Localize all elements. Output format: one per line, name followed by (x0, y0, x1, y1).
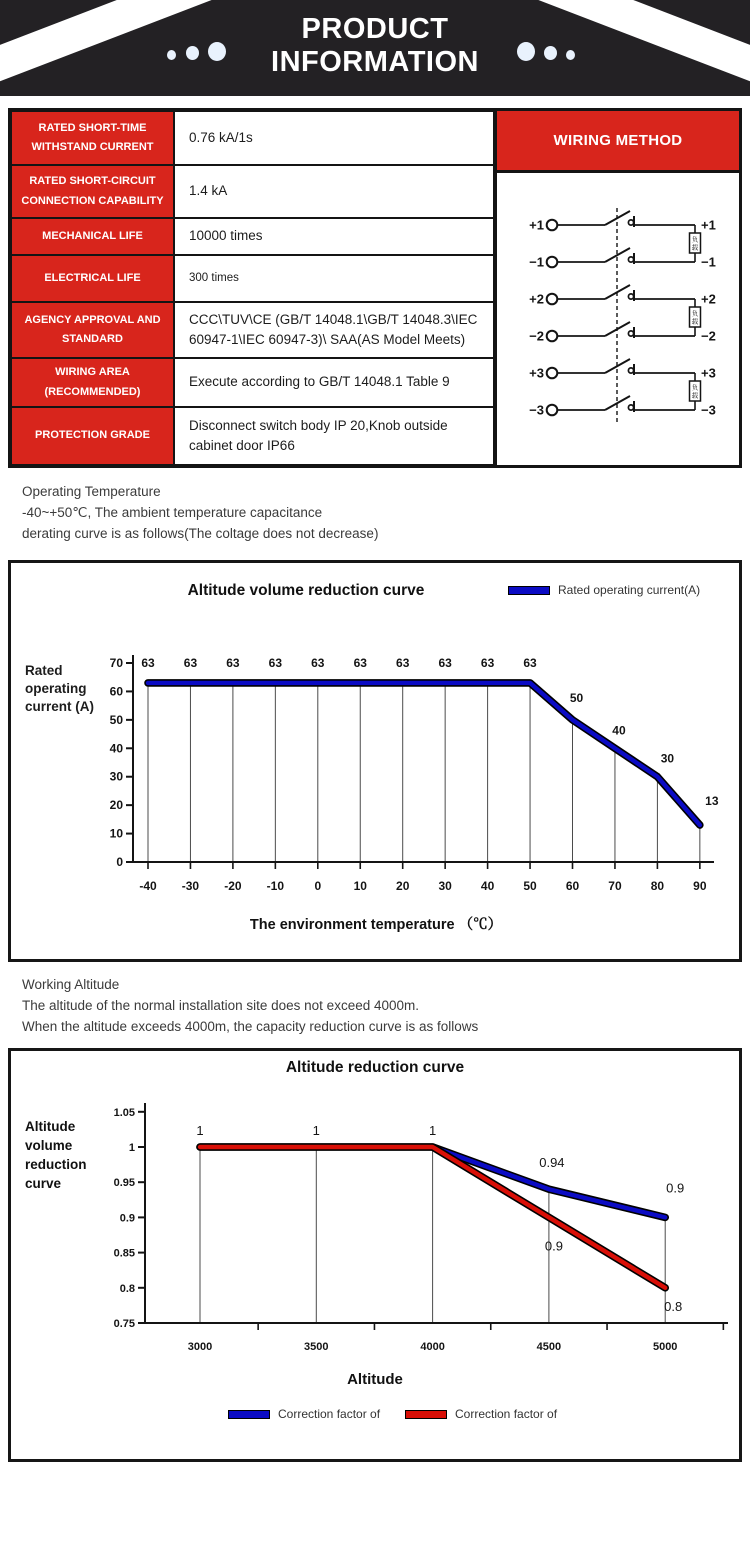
svg-text:4000: 4000 (420, 1341, 445, 1353)
x-axis-label: The environment temperature （℃） (249, 917, 503, 933)
y-axis-label-line: operating (25, 681, 87, 696)
spec-row-value: 1.4 kA (174, 165, 494, 218)
spec-row-label: MECHANICAL LIFE (11, 218, 174, 255)
svg-text:63: 63 (226, 655, 240, 670)
svg-text:5000: 5000 (652, 1341, 678, 1353)
svg-text:+2: +2 (529, 291, 544, 307)
spec-row-label: ELECTRICAL LIFE (11, 255, 174, 302)
svg-text:−3: −3 (701, 402, 716, 418)
svg-text:−2: −2 (529, 328, 544, 344)
wiring-method-panel (497, 111, 739, 465)
spec-row-value: Execute according to GB/T 14048.1 Table 9 (174, 358, 494, 407)
svg-text:载: 载 (691, 318, 699, 326)
spec-row-value: 10000 times (174, 218, 494, 255)
altitude-reduction-chart (8, 1048, 742, 1462)
operating-temperature-note (22, 481, 378, 544)
svg-text:-10: -10 (266, 879, 285, 893)
note-line: -40~+50℃, The ambient temperature capacitance (22, 505, 323, 520)
spec-row-label: PROTECTION GRADE (11, 407, 174, 465)
svg-text:3500: 3500 (304, 1341, 329, 1353)
svg-text:0.75: 0.75 (113, 1318, 135, 1330)
temperature-derating-chart (8, 560, 742, 962)
svg-text:50: 50 (109, 712, 123, 727)
svg-text:63: 63 (268, 655, 283, 670)
svg-text:63: 63 (396, 655, 410, 670)
svg-text:0.9: 0.9 (666, 1180, 685, 1196)
svg-text:0.8: 0.8 (664, 1298, 683, 1314)
svg-text:-20: -20 (224, 879, 242, 893)
wiring-diagram-cell (497, 173, 739, 465)
note-line: The altitude of the normal installation site does not exceed 4000m. (22, 998, 419, 1013)
svg-text:+1: +1 (701, 217, 716, 233)
note-line: When the altitude exceeds 4000m, the capacity reduction curve is as follows (22, 1019, 479, 1034)
spec-row-label: AGENCY APPROVAL AND STANDARD (11, 302, 174, 358)
svg-text:1.05: 1.05 (113, 1106, 135, 1119)
svg-text:−1: −1 (529, 254, 544, 270)
svg-text:63: 63 (523, 655, 537, 670)
page-title (0, 13, 750, 79)
y-axis-label-line: Rated (25, 663, 63, 678)
wiring-method-header: WIRING METHOD (497, 111, 739, 173)
chart-title: Altitude volume reduction curve (187, 582, 425, 599)
svg-text:-30: -30 (181, 879, 200, 893)
svg-text:63: 63 (311, 655, 325, 670)
svg-text:负: 负 (691, 384, 699, 392)
svg-text:1: 1 (196, 1123, 204, 1138)
svg-text:负: 负 (691, 310, 699, 318)
svg-text:50: 50 (523, 879, 537, 893)
svg-text:63: 63 (353, 655, 367, 670)
svg-text:1: 1 (428, 1123, 437, 1138)
svg-text:负: 负 (691, 236, 699, 244)
svg-text:0.8: 0.8 (119, 1282, 135, 1295)
page-title-line2: INFORMATION (271, 46, 479, 78)
x-axis-label: Altitude (347, 1371, 403, 1388)
legend-label: Correction factor of (278, 1407, 381, 1421)
wiring-diagram (497, 175, 739, 467)
spec-table-left (11, 111, 497, 465)
note-line: Working Altitude (22, 977, 120, 992)
y-axis-label-line: Altitude (25, 1119, 76, 1134)
spec-row-label: RATED SHORT-TIME WITHSTAND CURRENT (11, 111, 174, 165)
svg-text:60: 60 (109, 684, 123, 699)
svg-text:40: 40 (109, 741, 123, 756)
svg-text:+2: +2 (701, 291, 716, 307)
svg-text:0.9: 0.9 (544, 1238, 563, 1254)
spec-row-value: 0.76 kA/1s (174, 111, 494, 165)
svg-text:−2: −2 (701, 328, 716, 344)
working-altitude-note (22, 974, 478, 1037)
svg-text:30: 30 (438, 879, 452, 893)
svg-text:1: 1 (128, 1142, 135, 1154)
chart-plot-area (11, 563, 739, 959)
svg-text:70: 70 (109, 656, 123, 671)
svg-text:63: 63 (183, 655, 198, 670)
svg-text:+1: +1 (529, 217, 544, 233)
svg-text:90: 90 (693, 879, 707, 893)
svg-text:载: 载 (691, 392, 699, 400)
spec-table (8, 108, 742, 468)
note-line: Operating Temperature (22, 484, 161, 499)
spec-row-label: RATED SHORT-CIRCUIT CONNECTION CAPABILITY (11, 165, 174, 218)
svg-text:载: 载 (691, 244, 699, 252)
svg-text:0: 0 (314, 879, 322, 893)
svg-text:60: 60 (565, 879, 580, 893)
chart-title: Altitude reduction curve (285, 1059, 465, 1076)
svg-text:1: 1 (312, 1123, 320, 1138)
page-title-line1: PRODUCT (301, 13, 449, 45)
legend-label: Correction factor of (455, 1407, 558, 1421)
legend-label: Rated operating current(A) (558, 583, 701, 597)
svg-text:−3: −3 (529, 402, 544, 418)
svg-text:0: 0 (116, 855, 123, 869)
svg-text:+3: +3 (529, 365, 544, 381)
svg-text:40: 40 (612, 723, 626, 738)
svg-text:50: 50 (569, 690, 584, 705)
svg-text:70: 70 (608, 879, 622, 893)
spec-row-value: 300 times (174, 255, 494, 302)
spec-row-value: Disconnect switch body IP 20,Knob outside cabinet door IP66 (174, 407, 494, 465)
svg-text:63: 63 (141, 655, 155, 670)
svg-text:63: 63 (438, 655, 452, 670)
svg-text:0.85: 0.85 (113, 1247, 135, 1260)
svg-text:13: 13 (705, 794, 719, 809)
note-line: derating curve is as follows(The coltage does not decrease) (22, 526, 379, 541)
svg-text:40: 40 (480, 879, 495, 893)
temperature-derating-plot (11, 563, 739, 959)
spec-row-value: CCC\TUV\CE (GB/T 14048.1\GB/T 14048.3\IEC 60947-1\IEC 60947-3)\ SAA(AS Model Meets) (174, 302, 494, 358)
svg-text:30: 30 (109, 769, 123, 784)
header-banner (0, 0, 750, 96)
svg-text:4500: 4500 (536, 1341, 562, 1353)
svg-text:0.94: 0.94 (539, 1155, 565, 1171)
svg-text:3000: 3000 (187, 1341, 213, 1353)
svg-text:63: 63 (480, 655, 495, 670)
svg-text:-40: -40 (139, 879, 157, 893)
svg-text:0.95: 0.95 (113, 1177, 135, 1190)
y-axis-label-line: current (A) (25, 699, 95, 714)
y-axis-label-line: reduction (25, 1157, 87, 1172)
altitude-reduction-plot (11, 1051, 739, 1459)
chart-plot-area (11, 1051, 739, 1459)
svg-text:10: 10 (353, 879, 367, 893)
svg-text:30: 30 (660, 751, 675, 766)
svg-text:10: 10 (109, 826, 123, 841)
svg-text:+3: +3 (701, 365, 716, 381)
y-axis-label-line: curve (25, 1176, 62, 1191)
svg-text:−1: −1 (701, 254, 716, 270)
svg-text:80: 80 (650, 879, 665, 893)
svg-text:0.9: 0.9 (119, 1212, 135, 1225)
spec-row-label: WIRING AREA (RECOMMENDED) (11, 358, 174, 407)
svg-text:20: 20 (396, 879, 410, 893)
y-axis-label-line: volume (25, 1138, 73, 1153)
svg-text:20: 20 (109, 798, 123, 813)
